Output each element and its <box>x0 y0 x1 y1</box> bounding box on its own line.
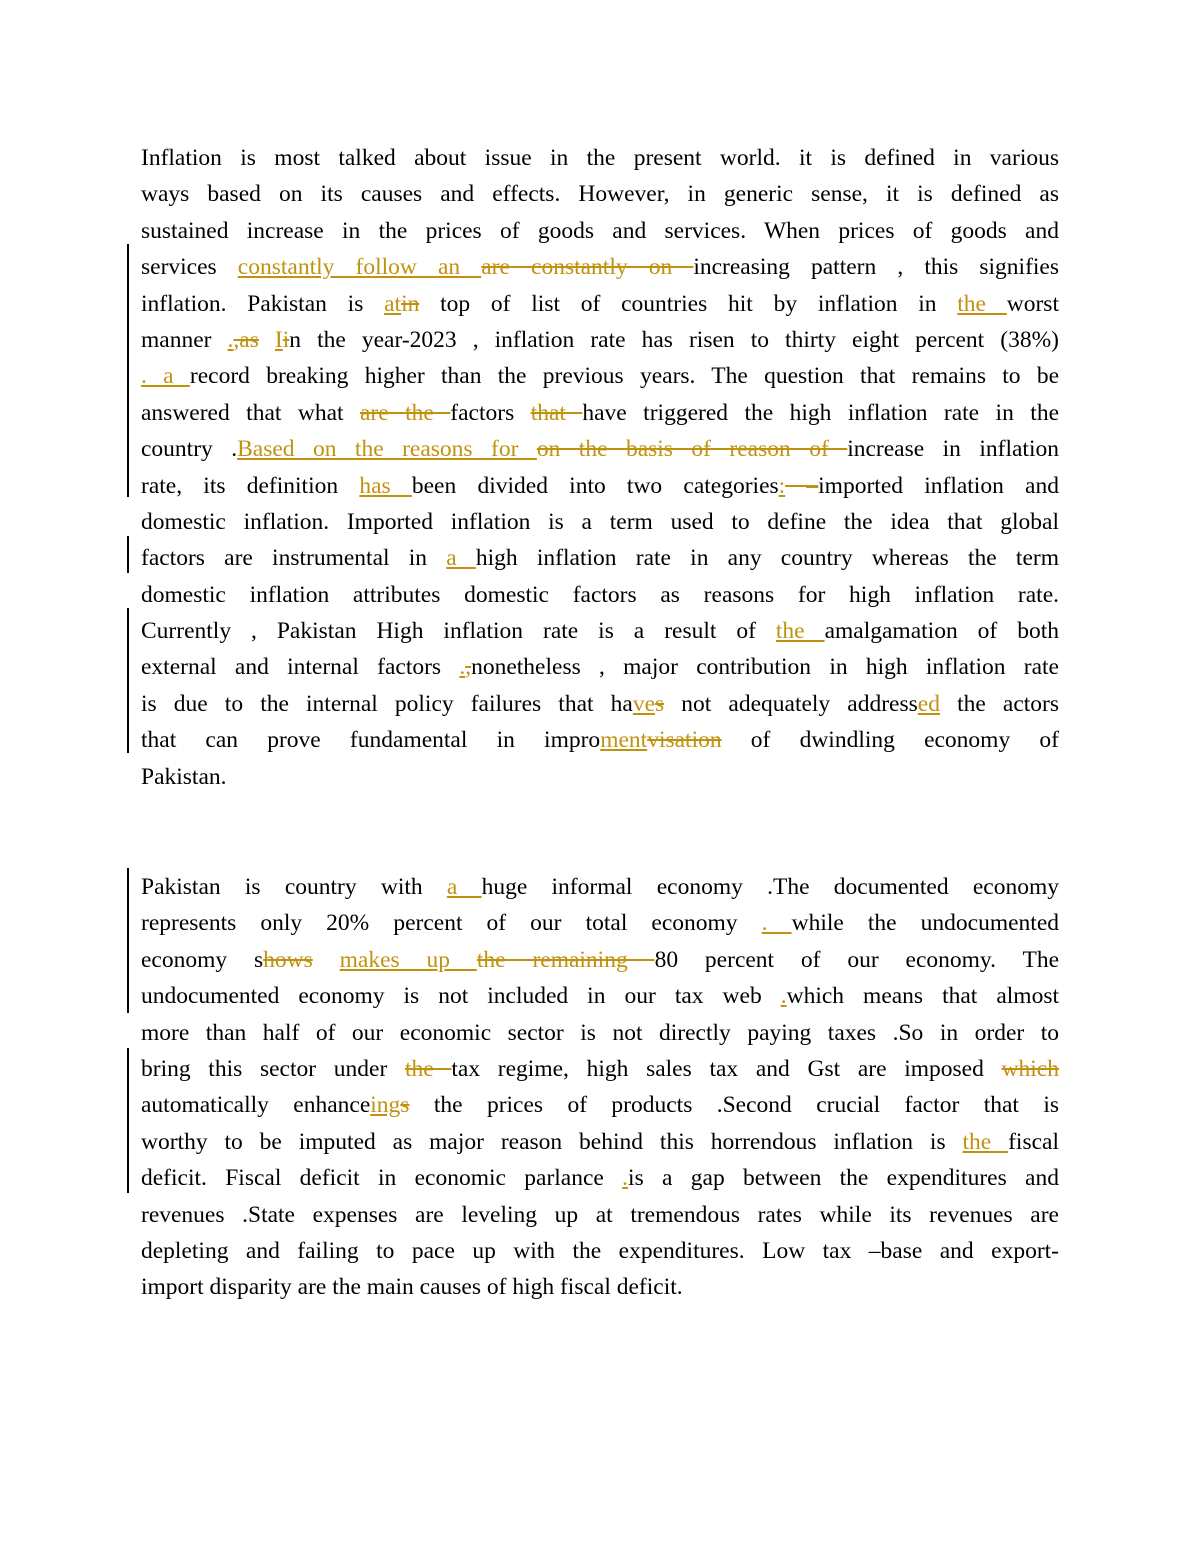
body-text: answered that what <box>141 399 360 426</box>
body-text: is a gap between the expenditures and <box>628 1165 1059 1192</box>
deleted-text: s <box>655 690 665 717</box>
body-text: automatically enhance <box>141 1092 371 1119</box>
body-text: the prices of products .Second crucial factor that is <box>409 1092 1059 1119</box>
inserted-text: . <box>780 983 787 1010</box>
body-text: country . <box>141 436 238 463</box>
text-line <box>141 1087 1059 1123</box>
inserted-text: . a <box>141 363 190 390</box>
body-text: domestic inflation. Imported inflation is a term used to define the idea that global <box>141 508 1059 535</box>
deleted-text: i <box>282 326 290 353</box>
inserted-text: Based on the reasons for <box>237 436 537 463</box>
text-line <box>141 1197 1059 1233</box>
body-text <box>313 947 340 973</box>
text-line <box>141 431 1059 467</box>
body-text: bring this sector under <box>141 1055 405 1082</box>
text-line <box>141 942 1059 978</box>
body-text: amalgamation of both <box>824 618 1059 645</box>
body-text: services <box>141 254 238 281</box>
body-text <box>259 327 275 353</box>
deleted-text: in <box>401 290 420 317</box>
inserted-text: . <box>227 326 234 353</box>
body-text: record breaking higher than the previous years. The question that remains to be <box>189 363 1059 390</box>
deleted-text: the remaining <box>476 946 655 973</box>
body-text: 80 percent of our economy. The <box>654 946 1059 973</box>
deleted-text: – <box>785 472 819 499</box>
body-text: which means that almost <box>786 983 1060 1010</box>
body-text: domestic inflation attributes domestic factors as reasons for high inflation rate. <box>141 581 1059 608</box>
body-text: factors are instrumental in <box>141 545 447 572</box>
body-text: that can prove fundamental in impro <box>141 727 601 754</box>
body-text: external and internal factors <box>141 654 460 681</box>
body-text: the actors <box>939 690 1059 717</box>
inserted-text: . <box>459 654 466 681</box>
text-line <box>141 213 1059 249</box>
body-text: increasing pattern , this signifies <box>693 254 1060 281</box>
body-text: fiscal <box>1008 1128 1059 1155</box>
text-line <box>141 286 1059 322</box>
text-line <box>141 140 1059 176</box>
deleted-text: the <box>404 1055 452 1082</box>
body-text: of dwindling economy of <box>721 727 1059 754</box>
text-line <box>141 1233 1059 1269</box>
body-text: economy s <box>141 946 264 973</box>
inserted-text: constantly follow an <box>237 254 482 281</box>
text-line <box>141 686 1059 722</box>
body-text: revenues .State expenses are leveling up at tremendous rates while its revenues are <box>141 1201 1059 1228</box>
inserted-text: : <box>778 472 786 499</box>
body-text: inflation. Pakistan is <box>141 290 385 317</box>
body-text: huge informal economy .The documented economy <box>481 874 1060 900</box>
inserted-text: . <box>761 910 792 937</box>
body-text: undocumented economy is not included in our tax web <box>141 983 781 1010</box>
deleted-text: s <box>400 1092 410 1119</box>
text-line <box>141 1160 1059 1196</box>
inserted-text: ed <box>917 690 940 717</box>
body-text: high inflation rate in any country whereas the term <box>475 545 1059 572</box>
deleted-text: that <box>530 399 583 426</box>
text-line <box>141 722 1059 758</box>
body-text: worthy to be imputed as major reason behind this horrendous inflation is <box>141 1128 963 1155</box>
body-text: import disparity are the main causes of high fiscal deficit. <box>141 1274 683 1301</box>
deleted-text: on the basis of reason of <box>536 436 848 463</box>
text-line <box>141 249 1059 285</box>
body-text: worst <box>1006 290 1059 317</box>
body-text: Pakistan is country with <box>141 874 447 900</box>
text-line <box>141 1051 1059 1087</box>
deleted-text: hows <box>263 946 313 973</box>
change-bar <box>127 244 129 497</box>
body-text: more than half of our economic sector is not directly paying taxes .So in order to <box>141 1019 1059 1046</box>
body-text: rate, its definition <box>141 472 360 499</box>
body-text: depleting and failing to pace up with the expenditures. Low tax –base and export- <box>141 1237 1059 1264</box>
body-text: is due to the internal policy failures that ha <box>141 690 633 717</box>
text-line <box>141 759 1059 795</box>
body-text: manner <box>141 326 228 353</box>
text-line <box>141 649 1059 685</box>
body-text: Inflation is most talked about issue in the present world. it is defined in various <box>141 145 1059 171</box>
text-line <box>141 577 1059 613</box>
body-text: sustained increase in the prices of goods and services. When prices of goods and <box>141 217 1059 244</box>
inserted-text: the <box>962 1128 1009 1155</box>
change-bar <box>127 608 129 753</box>
text-line <box>141 395 1059 431</box>
body-text: factors <box>450 399 531 426</box>
inserted-text: ve <box>632 690 656 717</box>
inserted-text: ing <box>370 1092 401 1119</box>
deleted-text: which <box>1001 1055 1059 1082</box>
deleted-text: ,as <box>233 326 259 353</box>
deleted-text: are constantly on <box>481 254 694 281</box>
text-line <box>141 905 1059 941</box>
text-line <box>141 358 1059 394</box>
text-line <box>141 176 1059 212</box>
body-text: while the undocumented <box>791 910 1060 937</box>
body-text: deficit. Fiscal deficit in economic parlance <box>141 1165 623 1192</box>
body-text: ways based on its causes and effects. However, in generic sense, it is defined as <box>141 181 1059 208</box>
inserted-text: ment <box>600 727 648 754</box>
paragraph-1 <box>141 140 1059 795</box>
inserted-text: at <box>384 290 402 317</box>
body-text: n the year-2023 , inflation rate has risen to thirty eight percent (38%) <box>289 326 1060 353</box>
inserted-text: a <box>446 874 482 900</box>
paragraph-2 <box>141 869 1059 1306</box>
change-bar <box>127 868 129 1013</box>
text-line <box>141 1269 1059 1305</box>
inserted-text: has <box>359 472 412 499</box>
text-line <box>141 540 1059 576</box>
deleted-text: are the <box>360 399 451 426</box>
change-bar <box>127 1048 129 1193</box>
body-text: represents only 20% percent of our total economy <box>141 910 762 937</box>
inserted-text: I <box>274 326 283 353</box>
text-line <box>141 869 1059 905</box>
body-text: tax regime, high sales tax and Gst are imposed <box>451 1055 1002 1082</box>
text-line <box>141 613 1059 649</box>
inserted-text: the <box>775 618 825 645</box>
inserted-text: a <box>446 545 476 572</box>
text-line <box>141 1015 1059 1051</box>
body-text: top of list of countries hit by inflation in <box>419 290 958 317</box>
body-text: Currently , Pakistan High inflation rate is a result of <box>141 618 776 645</box>
body-text: nonetheless , major contribution in high inflation rate <box>471 654 1059 681</box>
body-text: not adequately address <box>664 690 918 717</box>
deleted-text: visation <box>647 727 722 754</box>
body-text: increase in inflation <box>847 436 1059 463</box>
text-line <box>141 1124 1059 1160</box>
inserted-text: . <box>622 1165 629 1192</box>
change-bar <box>127 536 129 573</box>
body-text: Pakistan. <box>141 763 227 790</box>
inserted-text: makes up <box>339 946 477 973</box>
text-line <box>141 504 1059 540</box>
body-text: been divided into two categories <box>411 472 779 499</box>
inserted-text: the <box>957 290 1007 317</box>
deleted-text: , <box>465 654 472 681</box>
text-line <box>141 978 1059 1014</box>
body-text: imported inflation and <box>818 472 1059 499</box>
text-line <box>141 322 1059 358</box>
body-text: have triggered the high inflation rate in the <box>582 399 1059 426</box>
text-line <box>141 468 1059 504</box>
